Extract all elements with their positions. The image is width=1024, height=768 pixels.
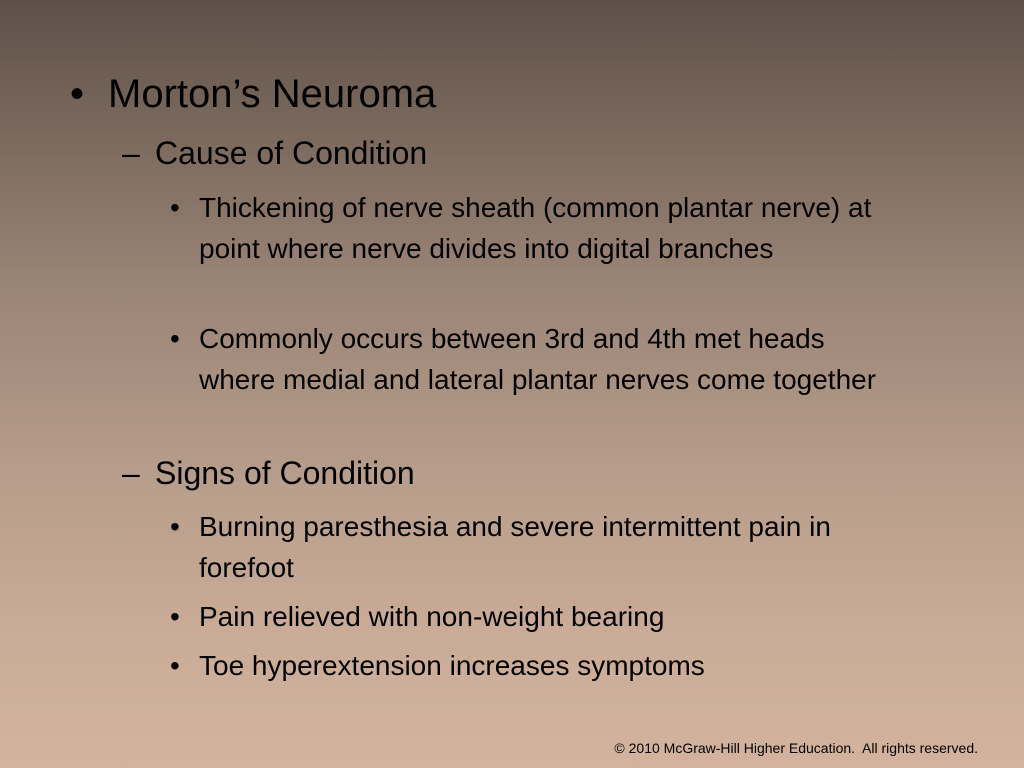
section-heading-signs xyxy=(122,453,415,493)
bullet-marker: • xyxy=(170,601,180,632)
list-item-text: Pain relieved with non-weight bearing xyxy=(199,601,665,632)
dash-marker: – xyxy=(122,455,140,491)
list-item-text: Burning paresthesia and severe intermittent pain in forefoot xyxy=(199,511,831,583)
list-item-text: Thickening of nerve sheath (common plantar nerve) at point where nerve divides into digital branches xyxy=(199,192,872,264)
bullet-marker: • xyxy=(70,72,85,116)
copyright-footer: © 2010 McGraw-Hill Higher Education. All rights reserved. xyxy=(614,740,978,756)
list-item-text: Commonly occurs between 3rd and 4th met heads where medial and lateral plantar nerves come together xyxy=(199,323,877,395)
list-item xyxy=(170,319,930,400)
list-item xyxy=(170,646,930,687)
slide-title: Morton’s Neuroma xyxy=(108,72,437,116)
bullet-marker: • xyxy=(170,192,180,223)
section-heading-cause xyxy=(122,133,427,173)
list-item-text: Toe hyperextension increases symptoms xyxy=(199,650,705,681)
dash-marker: – xyxy=(122,135,140,171)
title-bullet-row xyxy=(70,70,436,118)
list-item xyxy=(170,507,930,588)
bullet-marker: • xyxy=(170,650,180,681)
list-item xyxy=(170,597,930,638)
bullet-marker: • xyxy=(170,511,180,542)
bullet-marker: • xyxy=(170,323,180,354)
section-heading-label: Signs of Condition xyxy=(155,455,415,491)
section-heading-label: Cause of Condition xyxy=(155,135,428,171)
list-item xyxy=(170,188,930,269)
